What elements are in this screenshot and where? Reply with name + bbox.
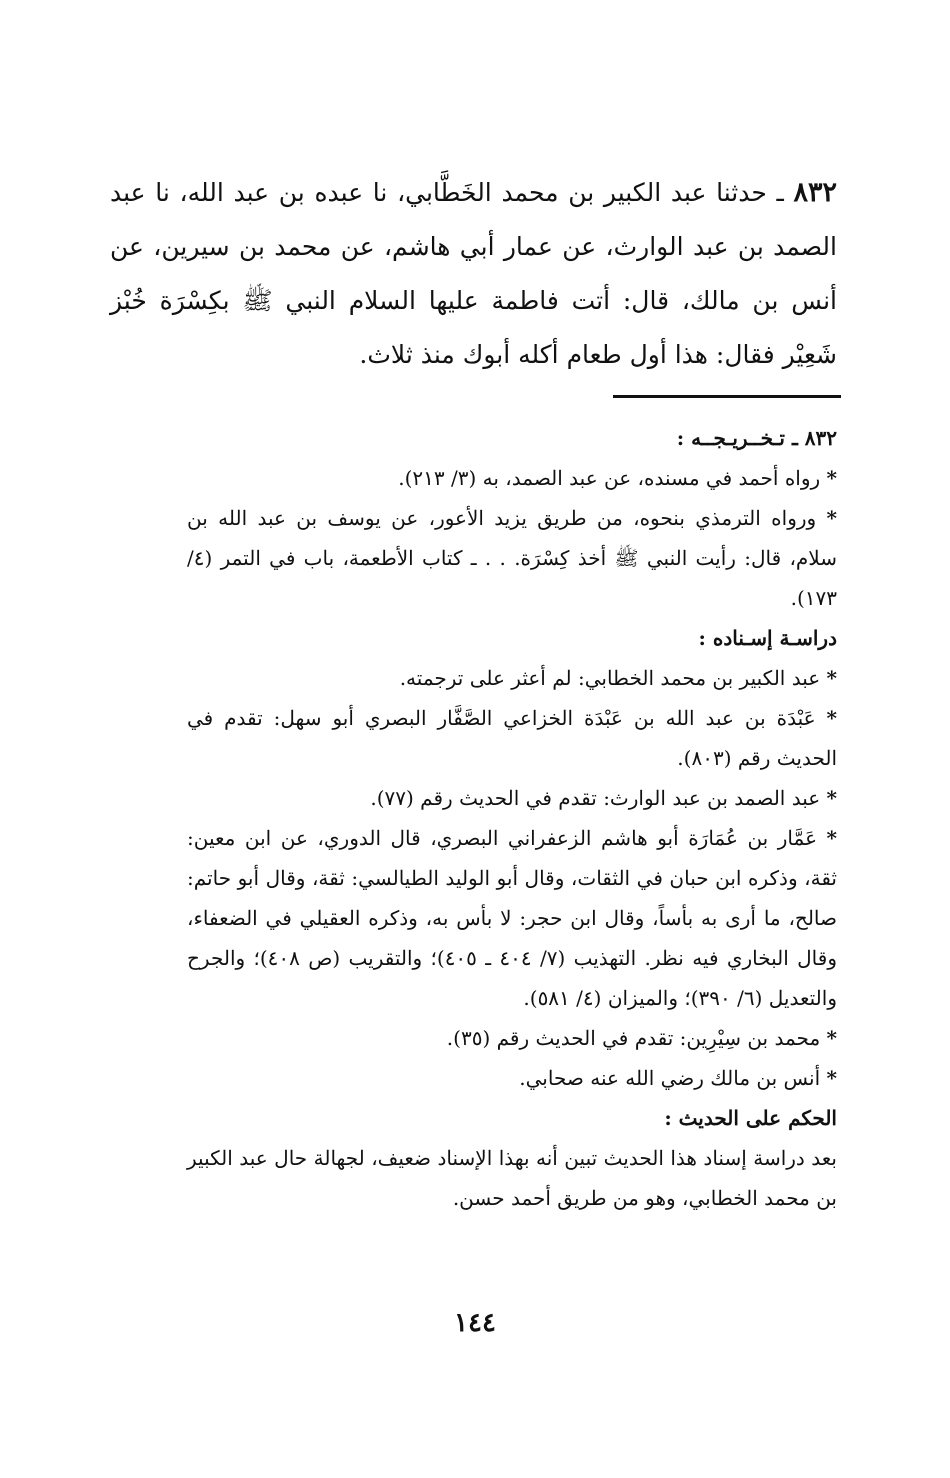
narrator-item: * عَبْدَة بن عبد الله بن عَبْدَة الخزاعي الصَّفَّار البصري أبو سهل: تقدم في الحديث رقم (٨٠٣). — [187, 706, 838, 770]
dirasa-heading: دراسـة إسـناده : — [698, 626, 837, 650]
bullet-icon: * — [826, 1026, 837, 1050]
hukm-heading: الحكم على الحديث : — [664, 1106, 837, 1130]
takhrij-heading: ٨٣٢ ـ تـخــريـجــه : — [676, 426, 837, 450]
bullet-icon: * — [826, 706, 838, 730]
narrator-item: * أنس بن مالك رضي الله عنه صحابي. — [519, 1066, 837, 1090]
page-number: ١٤٤ — [454, 1308, 496, 1338]
takhrij-item: * رواه أحمد في مسنده، عن عبد الصمد، به (٣/ ٢١٣). — [398, 466, 837, 490]
bullet-icon: * — [826, 786, 837, 810]
bullet-icon: * — [826, 1066, 837, 1090]
bullet-icon: * — [826, 466, 837, 490]
bullet-icon: * — [826, 666, 837, 690]
narrator-item: * عبد الكبير بن محمد الخطابي: لم أعثر على ترجمته. — [399, 666, 837, 690]
bullet-icon: * — [826, 826, 838, 850]
takhrij-item: * ورواه الترمذي بنحوه، من طريق يزيد الأعور، عن يوسف بن عبد الله بن سلام، قال: رأيت النبي ﷺ أخذ كِسْرَة. . . ـ كتاب الأطعمة، باب في التمر (٤/ ١٧٣). — [187, 506, 837, 610]
hukm-text: بعد دراسة إسناد هذا الحديث تبين أنه بهذا الإسناد ضعيف، لجهالة حال عبد الكبير بن محمد الخطابي، وهو من طريق أحمد حسن. — [187, 1146, 837, 1210]
narrator-item: * عَمَّار بن عُمَارَة أبو هاشم الزعفراني البصري، قال الدوري، عن ابن معين: ثقة، وذكره ابن حبان في الثقات، وقال أبو الوليد الطيالسي: ثقة، وقال أبو حاتم: صالح، ما أرى به بأساً، وقال ابن حجر: لا بأس به، وذكره العقيلي في الضعفاء، وقال البخاري فيه نظر. التهذيب (٧/ ٤٠٤ ـ ٤٠٥)؛ والتقريب (ص ٤٠٨)؛ والجرح والتعديل (٦/ ٣٩٠)؛ والميزان (٤/ ٥٨١). — [187, 826, 838, 1010]
footnote-divider — [613, 395, 841, 398]
narrator-item: * محمد بن سِيْرِين: تقدم في الحديث رقم (٣٥). — [446, 1026, 837, 1050]
hadith-text: ـ حدثنا عبد الكبير بن محمد الخَطَّابي، نا عبده بن عبد الله، نا عبد الصمد بن عبد الوارث، عن عمار أبي هاشم، عن محمد بن سيرين، عن أنس بن مالك، قال: أتت فاطمة عليها السلام النبي ﷺ بكِسْرَة خُبْز شَعِيْر فقال: هذا أول طعام أكله أبوك منذ ثلاث. — [110, 178, 837, 369]
narrator-item: * عبد الصمد بن عبد الوارث: تقدم في الحديث رقم (٧٧). — [370, 786, 837, 810]
footnotes — [187, 418, 837, 1218]
hadith-number: ٨٣٢ — [793, 177, 837, 208]
bullet-icon: * — [826, 506, 837, 530]
hadith-text-block — [110, 166, 837, 382]
